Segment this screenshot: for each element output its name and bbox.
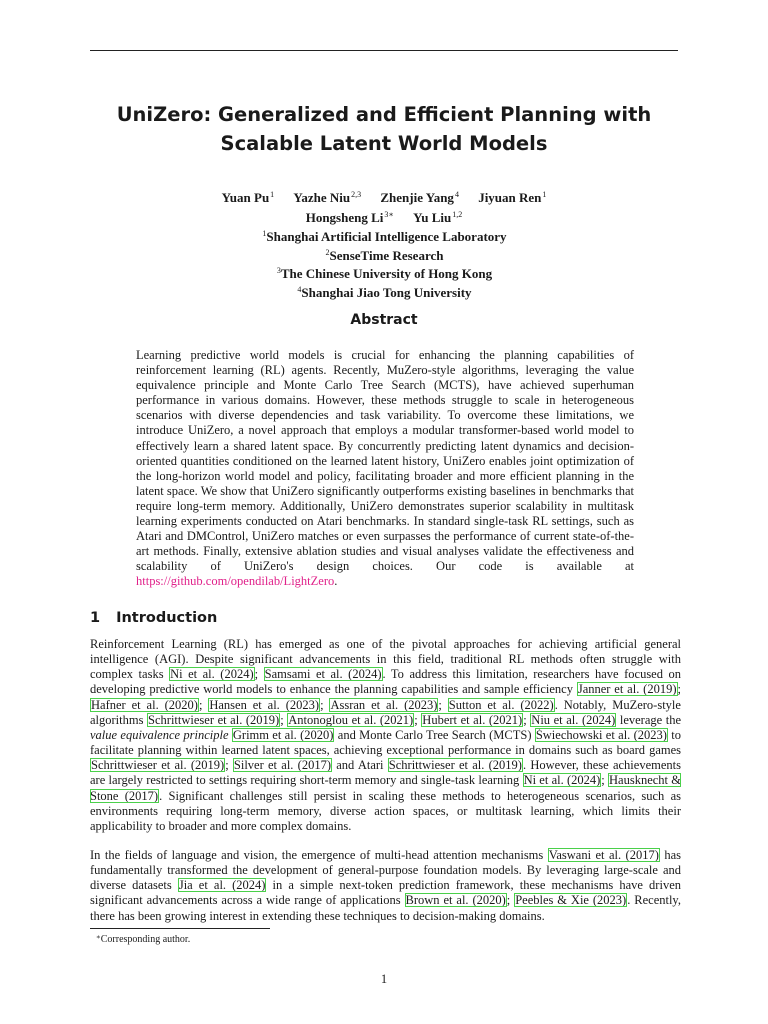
affiliation: $^4$Shanghai Jiao Tong University xyxy=(297,284,472,300)
citation-link[interactable]: Hafner et al. (2020) xyxy=(91,697,198,712)
footnote: ∗Corresponding author. xyxy=(96,933,191,945)
citation-link[interactable]: Brown et al. (2020) xyxy=(405,893,506,908)
intro-paragraph-2: In the fields of language and vision, the emergence of multi-head attention mechanisms Vaswani et al. (2017) has fundamentally transformed the development of general-purpose foundation models. By leveraging large-scale and diverse datasets Jia et al. (2024) in a simple next-token prediction framework, these mechanisms have driven significant advancements across a wide range of applications Brown et al. (2020); Peebles & Xie (2023). Recently, there has been growing interest in extending these techniques to decision-making domains. xyxy=(90,848,681,923)
citation-link[interactable]: Niu et al. (2024) xyxy=(531,712,616,727)
code-link[interactable]: https://github.com/opendilab/LightZero xyxy=(136,574,335,589)
citation-link[interactable]: Vaswani et al. (2017) xyxy=(548,848,659,862)
footnote-rule xyxy=(90,928,270,929)
section-heading: 1 Introduction xyxy=(90,610,218,626)
citation-link[interactable]: Świechowski et al. (2023) xyxy=(535,727,667,742)
citation-link[interactable]: Jia et al. (2024) xyxy=(178,878,266,893)
citation-link[interactable]: Antonoglou et al. (2021) xyxy=(288,712,414,727)
page-number: 1 xyxy=(380,972,388,986)
intro-paragraph-1: Reinforcement Learning (RL) has emerged as one of the pivotal approaches for achieving artificial general intelligence (AGI). Despite significant advancements in this field, traditional RL methods often struggle with complex tasks Ni et al. (2024); Samsami et al. (2024). To address this limitation, researchers have focused on developing predictive world models to enhance the planning capabilities and sample efficiency Janner et al. (2019); Hafner et al. (2020); Hansen et al. (2023); Assran et al. (2023); Sutton et al. (2022). Notably, MuZero-style algorithms Schrittwieser et al. (2019); Antonoglou et al. (2021); Hubert et al. (2021); Niu et al. (2024) leverage the value equivalence principle Grimm et al. (2020) and Monte Carlo Tree Search (MCTS) Świechowski et al. (2023) to facilitate planning within learned latent spaces, achieving exceptional performance in domains such as board games Schrittwieser et al. (2019); Silver et al. (2017) and Atari Schrittwieser et al. (2019). However, these achievements are largely restricted to settings requiring short-term memory and single-task learning Ni et al. (2024); Hausknecht & Stone (2017). Significant challenges still persist in scaling these methods to heterogeneous scenarios, such as environments requiring long-term memory, diverse action spaces, or multitask learning, which limits their applicability to broader and more complex domains. xyxy=(90,637,682,833)
author-list xyxy=(90,186,678,226)
citation-link[interactable]: Hausknecht & Stone (2017) xyxy=(90,773,681,803)
citation-link[interactable]: Assran et al. (2023) xyxy=(330,697,438,712)
citation-link[interactable]: Samsami et al. (2024) xyxy=(264,667,382,682)
citation-link[interactable]: Peebles & Xie (2023) xyxy=(515,893,627,908)
author: Yu Liu$^{1,2}$ xyxy=(413,210,463,225)
author: Jiyuan Ren$^1$ xyxy=(478,190,547,205)
author: Zhenjie Yang$^4$ xyxy=(380,190,459,205)
citation-link[interactable]: Schrittwieser et al. (2019) xyxy=(148,712,280,727)
citation-link[interactable]: Grimm et al. (2020) xyxy=(232,727,334,742)
citation-link[interactable]: Hansen et al. (2023) xyxy=(209,697,320,712)
citation-link[interactable]: Ni et al. (2024) xyxy=(523,773,601,788)
author: Yuan Pu$^1$ xyxy=(221,190,275,205)
citation-link[interactable]: Janner et al. (2019) xyxy=(577,682,677,697)
paper-title: UniZero: Generalized and Efficient Planning with Scalable Latent World Models xyxy=(116,103,652,155)
affiliation: $^3$The Chinese University of Hong Kong xyxy=(276,266,493,281)
citation-link[interactable]: Schrittwieser et al. (2019) xyxy=(91,758,225,773)
abstract-heading: Abstract xyxy=(350,312,418,328)
citation-link[interactable]: Schrittwieser et al. (2019) xyxy=(388,758,522,773)
author: Hongsheng $Li^{3∗}$ xyxy=(305,210,394,225)
emphasis: value equivalence principle xyxy=(90,727,229,742)
affiliation-list xyxy=(90,226,678,300)
citation-link[interactable]: Hubert et al. (2021) xyxy=(422,712,523,727)
citation-link[interactable]: Sutton et al. (2022) xyxy=(448,697,554,712)
top-rule xyxy=(90,50,678,51)
citation-link[interactable]: Ni et al. (2024) xyxy=(170,667,254,682)
affiliation: $^2$SenseTime Research xyxy=(325,247,444,263)
author: Yazhe Niu$^{2,3}$ xyxy=(293,190,362,205)
abstract-body: Learning predictive world models is crucial for enhancing the planning capabilities of reinforcement learning (RL) agents. Recently, MuZero-style algorithms, leveraging the value equivalence principle and Monte Carlo Tree Search (MCTS), have achieved superhuman performance in various domains. However, these methods struggle to scale in heterogeneous scenarios with diverse dependencies and task variability. To overcome these limitations, we introduce UniZero, a novel approach that employs a modular transformer-based world model to effectively learn a shared latent space. By concurrently predicting latent dynamics and decision-oriented quantities conditioned on the learned latent history, UniZero enables joint optimization of the long-horizon world model and policy, facilitating broader and more efficient planning in the latent space. We show that UniZero significantly outperforms existing baselines in benchmarks that require long-term memory. Additionally, UniZero demonstrates superior scalability in multitask learning experiments conducted on Atari benchmarks. In standard single-task RL settings, such as Atari and DMControl, UniZero matches or even surpasses the performance of current state-of-the-art methods. Finally, extensive ablation studies and visual analyses validate the effectiveness and scalability of UniZero's design choices. Our code is available at https://github.com/opendilab/LightZero. xyxy=(136,348,634,589)
affiliation: $^1$Shanghai Artificial Intelligence Laboratory xyxy=(262,229,507,244)
citation-link[interactable]: Silver et al. (2017) xyxy=(233,758,331,773)
